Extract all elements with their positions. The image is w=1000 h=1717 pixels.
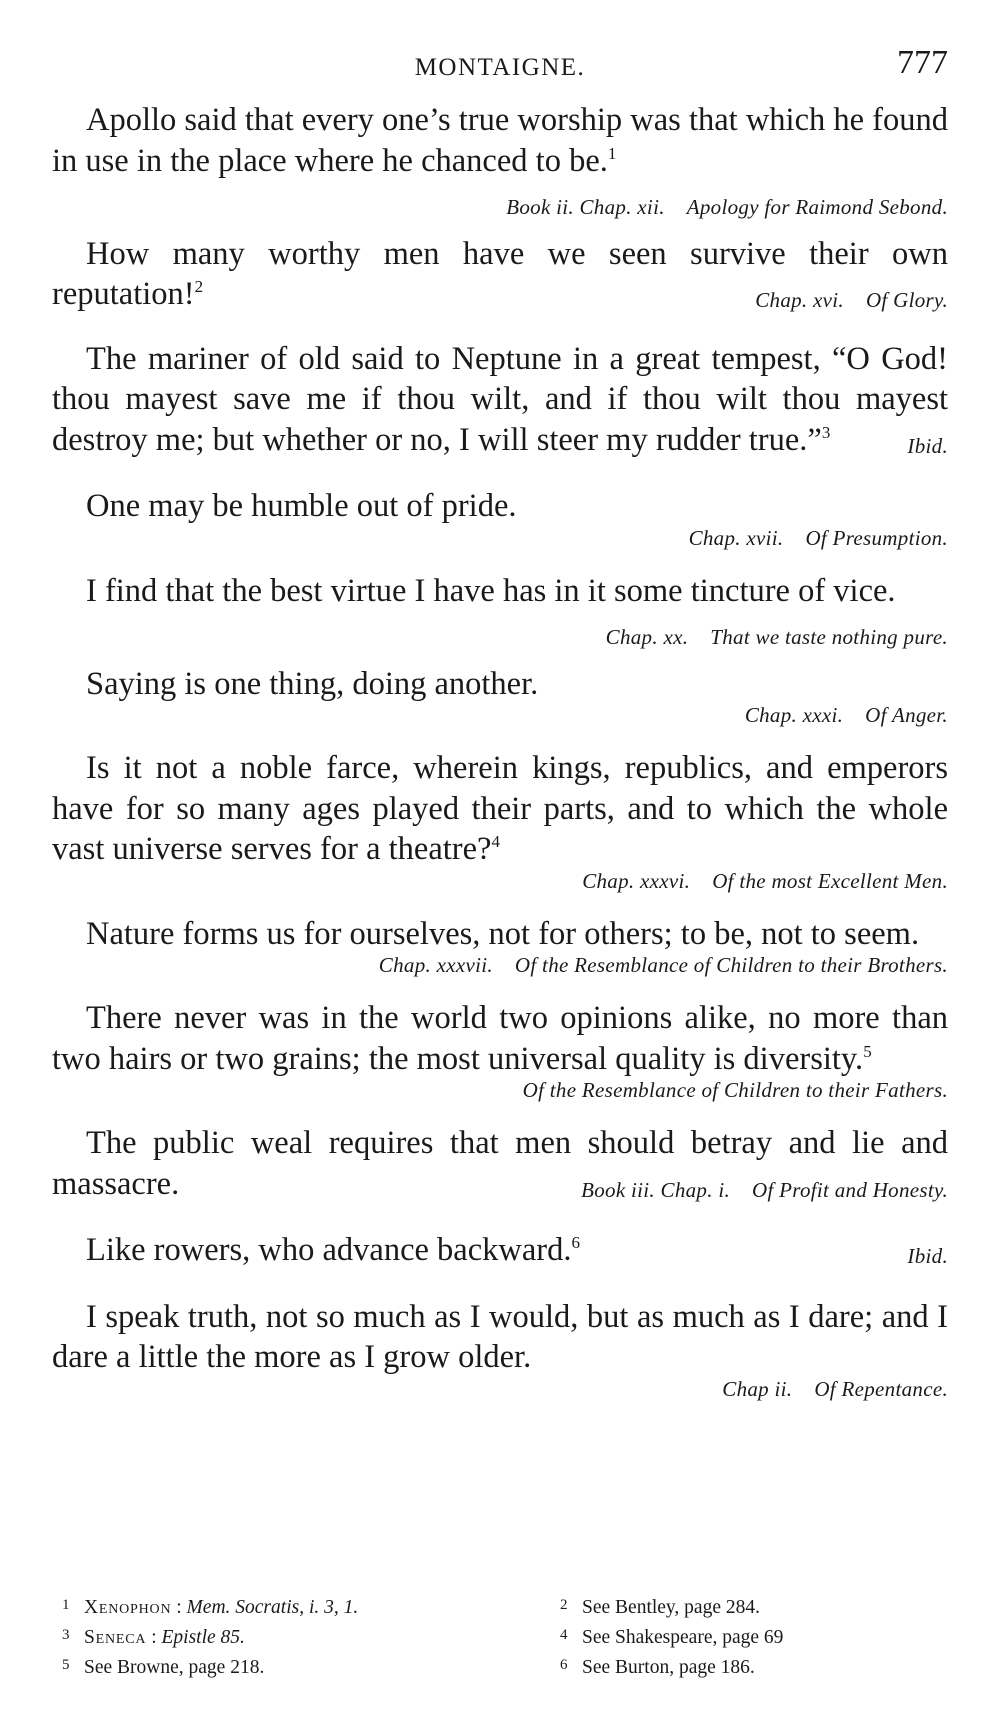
citation-title: Of Anger.	[865, 703, 948, 727]
footnote-number: 5	[62, 1657, 70, 1673]
quote-6	[52, 658, 948, 729]
footnote-1	[62, 1592, 560, 1621]
quote-text: One may be humble out of pride.	[86, 488, 517, 524]
quote-citation	[547, 1170, 948, 1211]
quote-citation	[873, 426, 948, 467]
quote-text	[52, 748, 948, 870]
quote-text: Saying is one thing, doing another.	[86, 665, 539, 702]
citation-chapter: Chap. xxxvii.	[378, 953, 493, 977]
footnote-ref: 5	[863, 1041, 872, 1061]
citation-chapter: Book iii. Chap. i.	[581, 1177, 731, 1202]
quote-10	[52, 1123, 948, 1204]
footnote-ref: 2	[194, 277, 204, 297]
footnote-ref: 6	[571, 1233, 580, 1253]
citation-chapter: Chap. xx.	[605, 625, 689, 649]
quote-citation	[52, 525, 948, 551]
citation-title: Of Presumption.	[805, 525, 948, 550]
quote-12	[52, 1291, 948, 1402]
quote-text	[52, 234, 948, 315]
page-number: 777	[897, 44, 948, 81]
quote-8	[52, 914, 948, 979]
quote-body: I find that the best virtue I have has in it some tincture of vice.	[86, 572, 896, 609]
quote-text	[52, 571, 948, 649]
page-header	[52, 40, 948, 96]
quote-4	[52, 480, 948, 551]
quote-citation	[472, 187, 948, 228]
citation-chapter: Chap. xxxvi.	[582, 868, 691, 893]
quote-11	[52, 1224, 948, 1271]
citation-title: Of Profit and Honesty.	[752, 1177, 948, 1202]
quote-text: Nature forms us for ourselves, not for others; to be, not to seem.	[86, 915, 920, 952]
quote-citation	[52, 952, 948, 978]
quote-body: How many worthy men have we seen survive their own reputation!	[52, 235, 948, 312]
citation-title: Ibid.	[907, 1244, 948, 1268]
citation-title: That we taste nothing pure.	[710, 625, 948, 649]
quote-citation	[52, 702, 948, 728]
quote-body: Is it not a noble farce, wherein kings, republics, and emperors have for so many ages played their parts, and to which the whole vast universe serves for a theatre?	[52, 750, 948, 867]
footnote-number: 6	[560, 1657, 568, 1673]
citation-chapter: Chap. xvi.	[755, 288, 844, 312]
footnote-5	[62, 1652, 560, 1681]
footnote-number: 4	[560, 1627, 568, 1643]
quote-5	[52, 571, 948, 649]
quote-body: The public weal requires that men should betray and lie and massacre.	[52, 1125, 948, 1202]
quote-body: Apollo said that every one’s true worship was that which he found in use in the place where he chanced to be.	[52, 102, 948, 179]
quote-text: I speak truth, not so much as I would, but as much as I dare; and I dare a little the more as I grow older.	[52, 1298, 948, 1375]
footnote-2	[560, 1592, 882, 1621]
quote-body: The mariner of old said to Neptune in a great tempest, “O God! thou mayest save me if thou wilt, and if thou wilt thou mayest destroy me; but whether or no, I will steer my rudder true.”	[52, 340, 948, 458]
footnote-separator: :	[176, 1597, 182, 1618]
footnotes	[62, 1592, 882, 1681]
footnote-separator: :	[151, 1627, 157, 1648]
citation-title: Of the Resemblance of Children to their Fathers.	[522, 1078, 948, 1102]
footnote-author: Xenophon	[84, 1597, 172, 1618]
quote-citation	[52, 868, 948, 894]
citation-title: Ibid.	[907, 433, 948, 458]
citation-title: Of the most Excellent Men.	[712, 868, 948, 893]
quote-body: There never was in the world two opinions alike, no more than two hairs or two grains; the most universal quality is diversity.	[52, 1000, 948, 1077]
quote-text	[52, 339, 948, 461]
footnote-4	[560, 1622, 882, 1651]
footnote-6	[560, 1652, 882, 1681]
citation-title: Of Glory.	[865, 288, 948, 312]
footnote-text: See Browne, page 218.	[84, 1657, 265, 1678]
footnote-number: 3	[62, 1627, 70, 1643]
footnote-work: Mem. Socratis, i. 3, 1.	[186, 1597, 359, 1618]
footnote-work: Epistle 85.	[161, 1627, 245, 1648]
footnote-text: See Bentley, page 284.	[582, 1597, 760, 1618]
citation-title: Of Repentance.	[814, 1376, 948, 1401]
footnote-3	[62, 1622, 560, 1651]
citation-chapter: Book ii. Chap. xii.	[506, 195, 665, 219]
quote-7	[52, 748, 948, 894]
quote-1	[52, 100, 948, 219]
citation-title: Apology for Raimond Sebond.	[686, 195, 948, 219]
quote-citation	[52, 1376, 948, 1402]
footnote-number: 2	[560, 1597, 568, 1613]
quote-text	[52, 100, 948, 219]
footnote-ref: 4	[491, 832, 500, 852]
footnote-text: See Shakespeare, page 69	[582, 1627, 784, 1648]
quote-citation	[721, 280, 948, 321]
quote-citation	[873, 1236, 948, 1277]
citation-chapter: Chap ii.	[722, 1376, 793, 1401]
book-page	[52, 40, 948, 1402]
quote-citation	[52, 1077, 948, 1103]
footnote-text: See Burton, page 186.	[582, 1657, 755, 1678]
running-head: MONTAIGNE.	[414, 54, 586, 81]
footnote-ref: 1	[607, 143, 617, 163]
quote-2	[52, 228, 948, 315]
quote-3	[52, 335, 948, 461]
citation-chapter: Chap. xxxi.	[744, 703, 844, 727]
quote-body: Like rowers, who advance backward.	[86, 1232, 572, 1268]
quote-text	[52, 998, 948, 1079]
footnote-ref: 3	[821, 422, 831, 442]
citation-title: Of the Resemblance of Children to their Brothers.	[514, 953, 948, 977]
quote-text	[52, 1230, 948, 1271]
footnote-number: 1	[62, 1597, 70, 1613]
quote-text	[52, 1123, 948, 1204]
citation-chapter: Chap. xvii.	[688, 525, 784, 550]
footnote-author: Seneca	[84, 1627, 147, 1648]
quote-9	[52, 998, 948, 1103]
quote-citation	[572, 617, 948, 658]
